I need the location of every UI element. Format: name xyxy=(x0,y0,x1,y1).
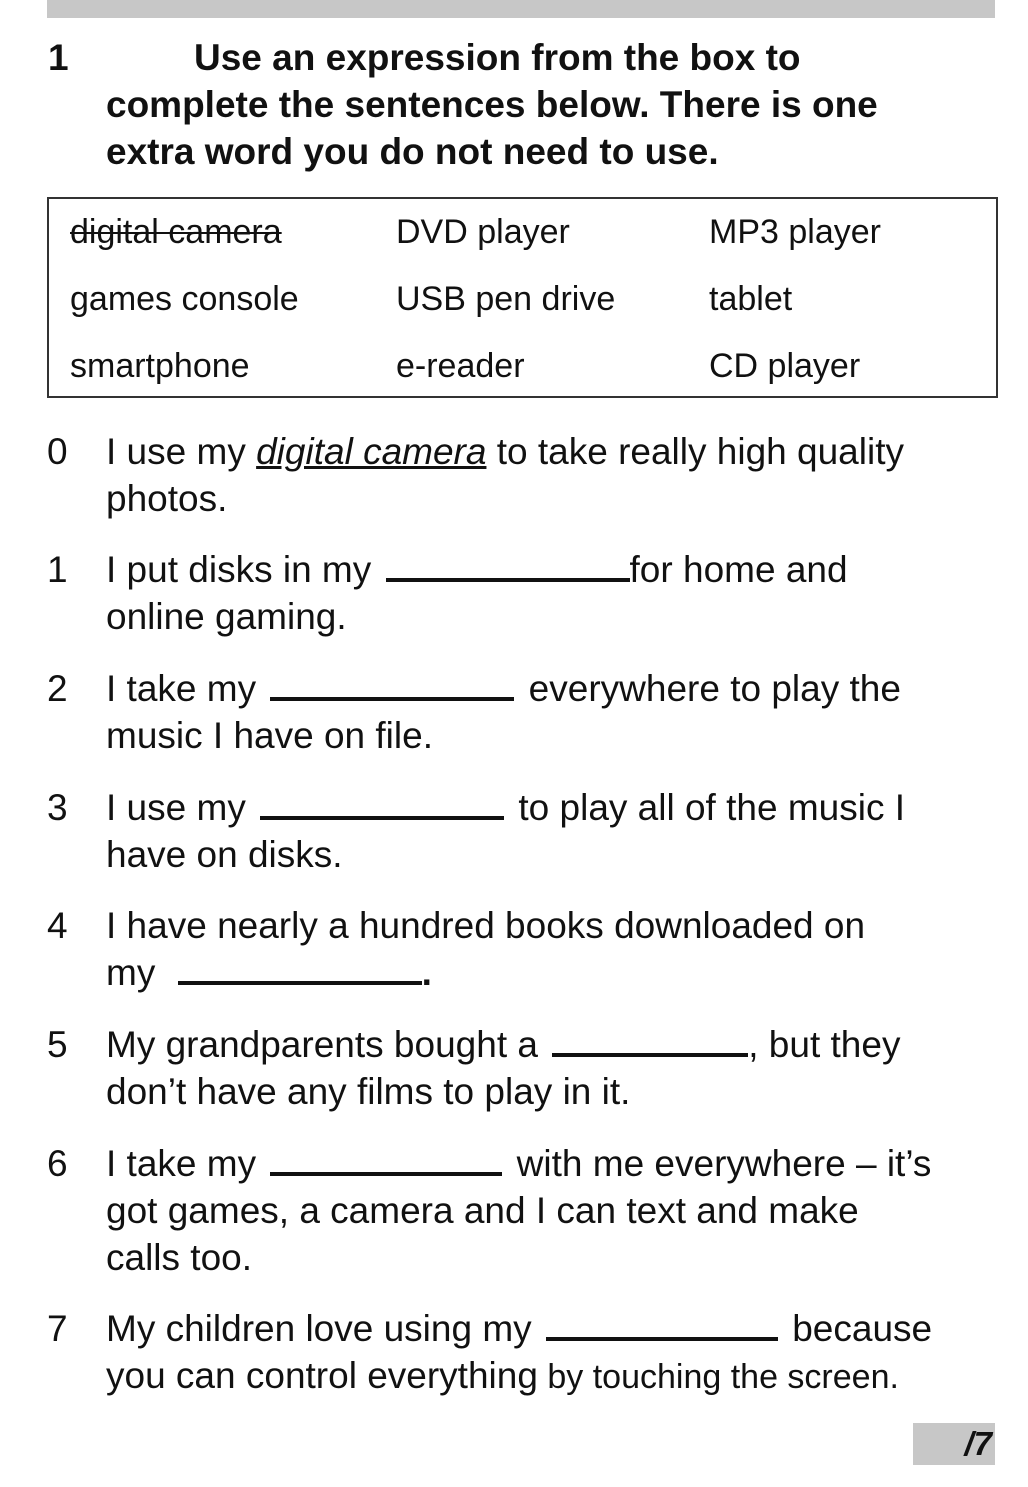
sentence-item xyxy=(0,902,1000,996)
sentence-text: because xyxy=(781,1308,933,1349)
exercise-instruction xyxy=(0,34,1000,175)
word-box-row xyxy=(49,347,996,387)
exercise-number: 1 xyxy=(48,37,69,78)
sentence-number: 4 xyxy=(47,905,68,946)
word-option: MP3 player xyxy=(709,213,881,251)
word-option: DVD player xyxy=(396,213,570,251)
sentence-item xyxy=(0,1021,1000,1115)
sentence-text: calls too. xyxy=(106,1237,253,1278)
sentence-text: I use my xyxy=(106,431,257,472)
word-box-row xyxy=(49,213,996,253)
sentence-text: to play all of the music I xyxy=(508,787,906,828)
sentence-text: don’t have any films to play in it. xyxy=(106,1071,631,1112)
answer-blank[interactable] xyxy=(552,1026,748,1057)
sentence-text: by touching the screen. xyxy=(537,1358,899,1396)
word-option: games console xyxy=(70,280,299,318)
sentence-text: you can control everything xyxy=(106,1355,538,1396)
word-option: USB pen drive xyxy=(396,280,616,318)
sentence-text: for home and xyxy=(629,549,848,590)
example-answer: digital camera xyxy=(256,431,487,472)
sentence-text: My grandparents bought a xyxy=(106,1024,549,1065)
answer-blank[interactable] xyxy=(270,670,514,701)
sentence-text: I use my xyxy=(106,787,257,828)
sentence-number: 6 xyxy=(47,1143,68,1184)
sentence-text: I take my xyxy=(106,668,267,709)
sentence-text: . xyxy=(421,952,432,993)
instruction-line: extra word you do not need to use. xyxy=(106,131,719,172)
answer-blank[interactable] xyxy=(178,954,422,985)
sentence-number: 1 xyxy=(47,549,68,590)
sentence-text: music I have on file. xyxy=(106,715,433,756)
word-box xyxy=(47,197,998,398)
sentence-text: with me everywhere – it’s xyxy=(506,1143,932,1184)
word-option: CD player xyxy=(709,347,861,385)
sentence-number: 5 xyxy=(47,1024,68,1065)
sentence-text: I take my xyxy=(106,1143,267,1184)
sentence-number: 7 xyxy=(47,1308,68,1349)
answer-blank[interactable] xyxy=(546,1310,778,1341)
sentence-item xyxy=(0,784,1000,878)
sentence-text: have on disks. xyxy=(106,834,343,875)
sentence-item xyxy=(0,1305,1000,1401)
word-option: tablet xyxy=(709,280,793,318)
sentence-item xyxy=(0,1140,1000,1281)
sentence-item xyxy=(0,546,1000,640)
answer-blank[interactable] xyxy=(260,789,504,820)
sentence-text: to take really high quality xyxy=(486,431,904,472)
section-header-bar xyxy=(47,0,995,18)
word-option-struck: digital camera xyxy=(70,213,282,251)
answer-blank[interactable] xyxy=(270,1145,502,1176)
sentence-number: 0 xyxy=(47,431,68,472)
sentence-example xyxy=(0,428,1000,522)
word-option: e-reader xyxy=(396,347,525,385)
sentence-text: online gaming. xyxy=(106,596,347,637)
sentence-number: 2 xyxy=(47,668,68,709)
sentence-number: 3 xyxy=(47,787,68,828)
sentence-item xyxy=(0,665,1000,759)
sentence-text: I have nearly a hundred books downloaded on xyxy=(106,905,866,946)
sentence-text: I put disks in my xyxy=(106,549,382,590)
sentence-text: my xyxy=(106,952,166,993)
sentence-text: photos. xyxy=(106,478,228,519)
word-option: smartphone xyxy=(70,347,250,385)
instruction-line: Use an expression from the box to xyxy=(194,37,801,78)
sentence-text: everywhere to play the xyxy=(518,668,901,709)
instruction-line: complete the sentences below. There is one xyxy=(106,84,878,125)
sentence-text: , but they xyxy=(748,1024,901,1065)
answer-blank[interactable] xyxy=(386,551,630,582)
score-box: /7 xyxy=(913,1423,995,1465)
sentence-text: got games, a camera and I can text and make xyxy=(106,1190,859,1231)
word-box-row xyxy=(49,280,996,320)
sentence-text: My children love using my xyxy=(106,1308,542,1349)
